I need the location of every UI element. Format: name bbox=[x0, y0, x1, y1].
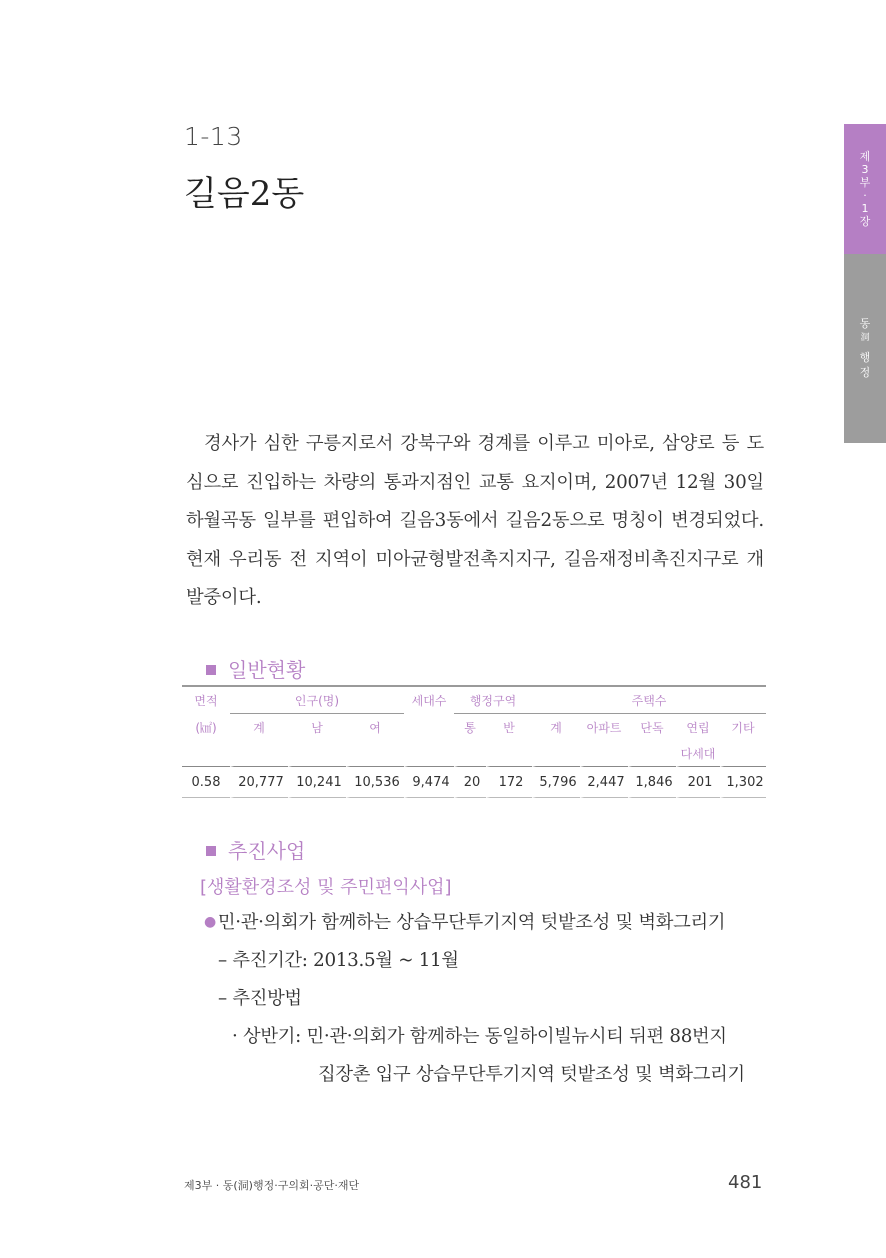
header-households: 세대수 bbox=[404, 685, 454, 714]
chapter-tab-char: 3 bbox=[861, 163, 869, 176]
header-pop-female: 여 bbox=[369, 720, 381, 735]
chapter-tab-char: 1 bbox=[861, 202, 869, 215]
section-tab-char: 정 bbox=[859, 366, 871, 379]
project-item bbox=[204, 908, 725, 934]
header-pop-male: 남 bbox=[311, 720, 323, 735]
chapter-tab-char: 부 bbox=[859, 176, 871, 189]
header-area: 면적 bbox=[182, 685, 230, 714]
project-item-title: 민·관·의회가 함께하는 상습무단투기지역 텃밭조성 및 벽화그리기 bbox=[217, 912, 726, 933]
chapter-tab-char: 장 bbox=[859, 215, 871, 228]
cell-households: 9,474 bbox=[404, 766, 454, 798]
header-tong: 통 bbox=[464, 720, 476, 735]
header-housing: 주택수 bbox=[532, 685, 766, 714]
circle-bullet-icon: ● bbox=[204, 914, 216, 930]
cell-tong: 20 bbox=[454, 766, 486, 798]
page-title: 길음2동 bbox=[184, 174, 305, 214]
projects-heading-text: 추진사업 bbox=[228, 839, 306, 863]
section-number: 1-13 bbox=[184, 122, 243, 151]
header-house-other: 기타 bbox=[731, 720, 755, 735]
cell-house-row: 201 bbox=[676, 766, 720, 798]
project-detail-2: 집장촌 입구 상습무단투기지역 텃밭조성 및 벽화그리기 bbox=[318, 1064, 745, 1085]
cell-house-single: 1,846 bbox=[628, 766, 676, 798]
general-status-table bbox=[182, 685, 766, 798]
chapter-tab bbox=[844, 124, 886, 254]
header-area-unit: (㎢) bbox=[195, 720, 217, 735]
header-admin: 행정구역 bbox=[454, 685, 532, 714]
project-detail-1: · 상반기: 민·관·의회가 함께하는 동일하이빌뉴시티 뒤편 88번지 bbox=[232, 1026, 727, 1047]
header-population: 인구(명) bbox=[230, 685, 404, 714]
page-number: 481 bbox=[728, 1172, 763, 1193]
project-period: – 추진기간: 2013.5월 ~ 11월 bbox=[218, 950, 459, 971]
cell-ban: 172 bbox=[486, 766, 532, 798]
cell-house-other: 1,302 bbox=[720, 766, 766, 798]
general-status-heading bbox=[206, 654, 305, 683]
header-house-row: 연립 bbox=[686, 720, 710, 735]
cell-house-total: 5,796 bbox=[532, 766, 580, 798]
header-pop-total: 계 bbox=[253, 720, 265, 735]
cell-area: 0.58 bbox=[182, 766, 230, 798]
footer-text: 제3부 · 동(洞)행정·구의회·공단·재단 bbox=[184, 1179, 360, 1192]
cell-pop-female: 10,536 bbox=[346, 766, 404, 798]
cell-pop-total: 20,777 bbox=[230, 766, 288, 798]
square-bullet-icon bbox=[206, 846, 216, 856]
chapter-tab-char: · bbox=[863, 189, 867, 202]
project-category: [생활환경조성 및 주민편익사업] bbox=[200, 877, 452, 898]
section-tab-char: 동 bbox=[859, 317, 871, 330]
cell-pop-male: 10,241 bbox=[288, 766, 346, 798]
table-row bbox=[182, 766, 766, 798]
chapter-tab-char: 제 bbox=[859, 150, 871, 163]
header-blank bbox=[404, 714, 454, 740]
header-house-single: 단독 bbox=[640, 720, 664, 735]
section-tab bbox=[844, 254, 886, 443]
general-status-heading-text: 일반현황 bbox=[228, 658, 306, 682]
projects-heading bbox=[206, 835, 305, 864]
cell-house-apt: 2,447 bbox=[580, 766, 628, 798]
header-house-row2: 다세대 bbox=[680, 746, 716, 761]
square-bullet-icon bbox=[206, 665, 216, 675]
header-ban: 반 bbox=[503, 720, 515, 735]
header-house-total: 계 bbox=[550, 720, 562, 735]
section-tab-char: 洞 bbox=[860, 333, 870, 343]
project-method: – 추진방법 bbox=[218, 988, 302, 1009]
section-tab-char: 행 bbox=[859, 351, 871, 364]
intro-paragraph: 경사가 심한 구릉지로서 강북구와 경계를 이루고 미아로, 삼양로 등 도심으로 진입하는 차량의 통과지점인 교통 요지이며, 2007년 12월 30일 하월곡동 일부를 편입하여 길음3동에서 길음2동으로 명칭이 변경되었다. 현재 우리동 전 지역이 미아균형발전촉지지구, 길음재정비촉진지구로 개발중이다. bbox=[186, 433, 764, 608]
header-house-apt: 아파트 bbox=[586, 720, 622, 735]
